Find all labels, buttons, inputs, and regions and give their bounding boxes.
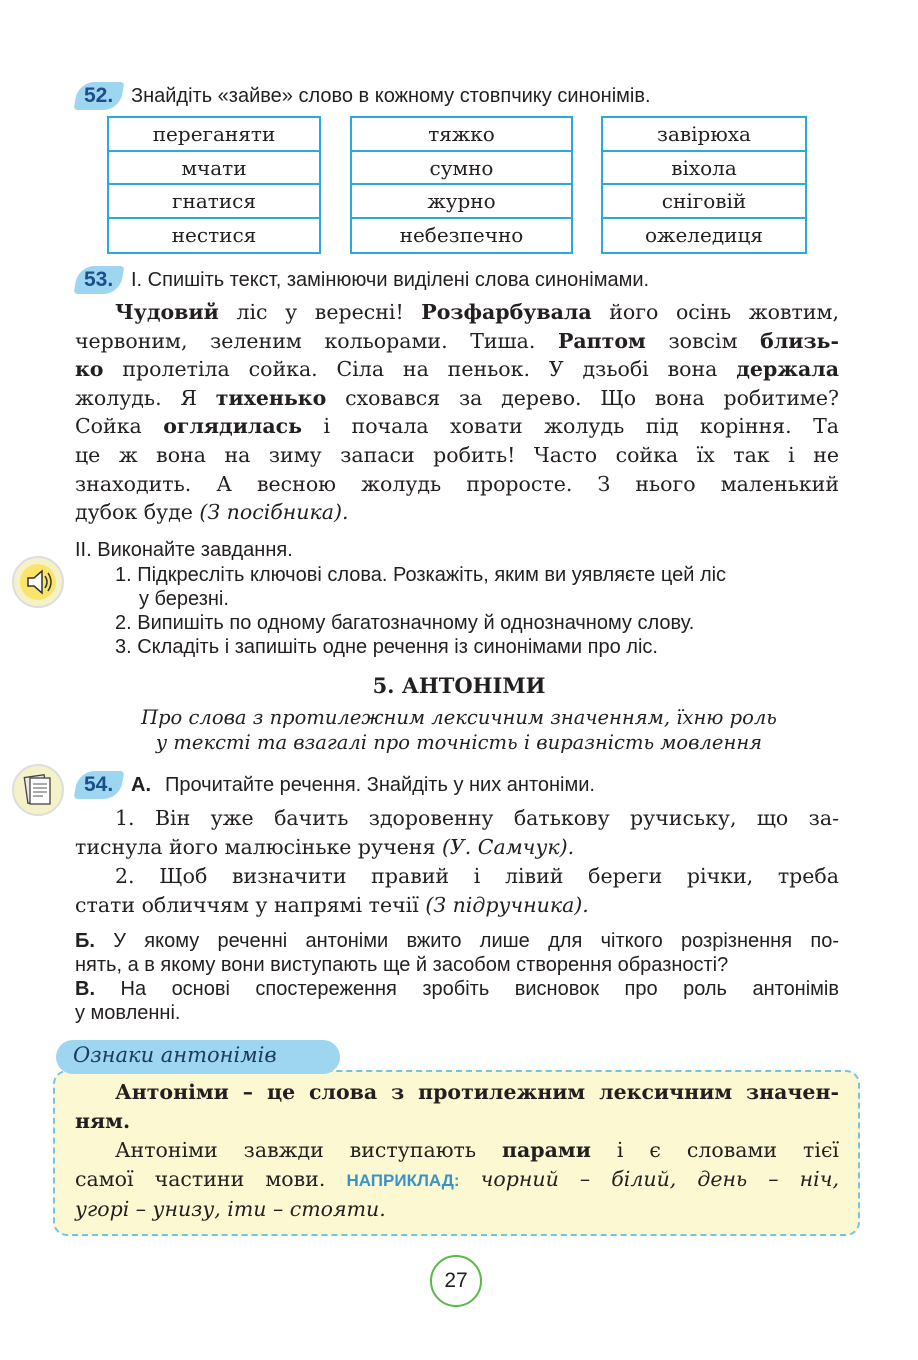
text-fragment: і почала ховати жолудь під коріння. Та xyxy=(302,414,839,439)
synonym-cell: завірюха xyxy=(603,118,805,152)
rule-paragraph-2 xyxy=(75,1136,839,1224)
synonym-column-1 xyxy=(107,116,321,254)
synonym-cell: журно xyxy=(352,185,571,219)
highlighted-word: Чудовий xyxy=(115,300,219,324)
audio-speaker-icon xyxy=(12,556,64,608)
synonym-cell: гнатися xyxy=(109,185,319,219)
synonym-cell: ожеледиця xyxy=(645,222,763,247)
text-fragment: На основі спостереження зробіть висновок про роль антонімів xyxy=(120,978,839,1000)
label-v: В. xyxy=(75,978,95,1000)
sentence-2 xyxy=(75,862,839,919)
section-title: 5. АНТОНІМИ xyxy=(372,673,546,698)
highlighted-word: оглядилась xyxy=(163,414,303,439)
text-fragment: пролетіла сойка. Сіла на пеньок. У дзьобі вона xyxy=(103,357,737,382)
sentence-1 xyxy=(75,804,839,861)
text-fragment: Сойка xyxy=(75,414,164,439)
highlighted-word: держала xyxy=(736,357,839,382)
synonym-cell: тяжко xyxy=(352,118,571,152)
exercise-54-v xyxy=(75,977,839,1001)
text-fragment: тиснула його малюсіньке рученя xyxy=(75,834,436,859)
text-fragment: зовсім xyxy=(645,328,761,353)
exercise-53-number: 53. xyxy=(84,268,114,291)
page-number: 27 xyxy=(430,1255,482,1307)
notebook-icon xyxy=(12,764,64,816)
text-line xyxy=(75,1136,839,1165)
text-fragment: його осінь жовтим, xyxy=(591,300,839,324)
exercise-52-number: 52. xyxy=(84,84,114,107)
text-line-last xyxy=(75,891,839,920)
exercise-53-text xyxy=(75,298,839,527)
text-line xyxy=(75,327,839,356)
text-fragment: У якому реченні антоніми вжито лише для чіткого розрізнення по- xyxy=(113,930,839,952)
text-fragment: ліс у вересні! xyxy=(218,300,422,324)
text-line xyxy=(75,384,839,413)
source-citation: (З посібника). xyxy=(199,500,349,525)
synonym-column-2 xyxy=(350,116,573,254)
exercise-54-number: 54. xyxy=(84,773,114,796)
synonym-cell: віхола xyxy=(603,152,805,186)
section-subtitle-line2: у тексті та взагалі про точність і виразність мовлення xyxy=(155,731,763,754)
text-line xyxy=(75,412,839,441)
rule-paragraph-1 xyxy=(75,1078,839,1135)
text-line-last xyxy=(75,833,839,862)
exercise-53-instruction: І. Спишіть текст, замінюючи виділені слова синонімами. xyxy=(131,269,650,291)
text-fragment: сховався за дерево. Що вона робитиме? xyxy=(326,385,839,410)
text-line: знаходить. А весною жолудь проросте. З нього маленький xyxy=(75,471,839,496)
text-line: Антоніми – це слова з протилежним лексичним значен- xyxy=(115,1080,839,1104)
task-3: 3. Складіть і запишіть одне речення із синонімами про ліс. xyxy=(115,636,658,658)
text-fragment: стати обличчям у напрямі течії xyxy=(75,892,419,917)
rule-tag-label: Ознаки антонімів xyxy=(73,1043,277,1067)
text-line xyxy=(75,355,839,384)
source-citation: (У. Самчук). xyxy=(441,834,575,859)
text-line: це ж вона на зиму запаси робить! Часто сойка їх так і не xyxy=(75,442,839,467)
synonym-column-3 xyxy=(601,116,807,254)
text-line: 1. Він уже бачить здоровенну батькову ручиську, що за- xyxy=(115,806,839,830)
highlighted-word: близь- xyxy=(760,328,839,353)
text-line xyxy=(75,298,839,327)
highlighted-word: Розфарбувала xyxy=(421,300,592,324)
synonym-cell: переганяти xyxy=(109,118,319,152)
task-1-continued: у березні. xyxy=(139,588,229,610)
example-label: НАПРИКЛАД: xyxy=(346,1170,460,1190)
exercise-54-instruction: Прочитайте речення. Знайдіть у них антоніми. xyxy=(165,774,595,796)
synonym-cell: небезпечно xyxy=(399,222,524,247)
exercise-54-b xyxy=(75,929,839,953)
synonym-cell: мчати xyxy=(109,152,319,186)
text-fragment: самої частини мови. xyxy=(75,1166,347,1191)
source-citation: (З підручника). xyxy=(425,892,589,917)
highlighted-word: Раптом xyxy=(557,328,646,353)
exercise-54-label-a: А. xyxy=(131,774,151,796)
highlighted-word: ко xyxy=(75,357,104,382)
exercise-54-b-continued: нять, а в якому вони виступають ще й засобом створення образності? xyxy=(75,954,729,976)
text-line xyxy=(75,1165,839,1196)
section-subtitle-line1: Про слова з протилежним лексичним значенням, їхню роль xyxy=(141,706,777,729)
highlighted-word: парами xyxy=(502,1138,591,1162)
text-line: 2. Щоб визначити правий і лівий береги річки, треба xyxy=(115,864,839,888)
text-line-last: угорі – унизу, іти – стояти. xyxy=(75,1197,386,1222)
text-fragment: Антоніми завжди виступають xyxy=(115,1138,503,1162)
example-text: чорний – білий, день – ніч, xyxy=(459,1166,839,1191)
task-1: 1. Підкресліть ключові слова. Розкажіть, яким ви уявляєте цей ліс xyxy=(115,564,727,586)
text-fragment: жолудь. Я xyxy=(75,385,216,410)
synonym-cell: нестися xyxy=(171,222,257,247)
highlighted-word: тихенько xyxy=(215,385,327,410)
text-fragment: дубок буде xyxy=(75,500,193,525)
text-line-last xyxy=(75,498,839,527)
text-line-last: ням. xyxy=(75,1108,131,1133)
text-fragment: і є словами тієї xyxy=(590,1138,839,1162)
task-2: 2. Випишіть по одному багатозначному й однозначному слову. xyxy=(115,612,695,634)
synonym-cell: сніговій xyxy=(603,185,805,219)
text-fragment: червоним, зеленим кольорами. Тиша. xyxy=(75,328,536,353)
exercise-53-part2: ІІ. Виконайте завдання. xyxy=(75,539,293,561)
synonym-cell: сумно xyxy=(352,152,571,186)
label-b: Б. xyxy=(75,930,95,952)
exercise-52-instruction: Знайдіть «зайве» слово в кожному стовпчику синонімів. xyxy=(131,85,651,107)
exercise-54-v-continued: у мовленні. xyxy=(75,1002,181,1024)
